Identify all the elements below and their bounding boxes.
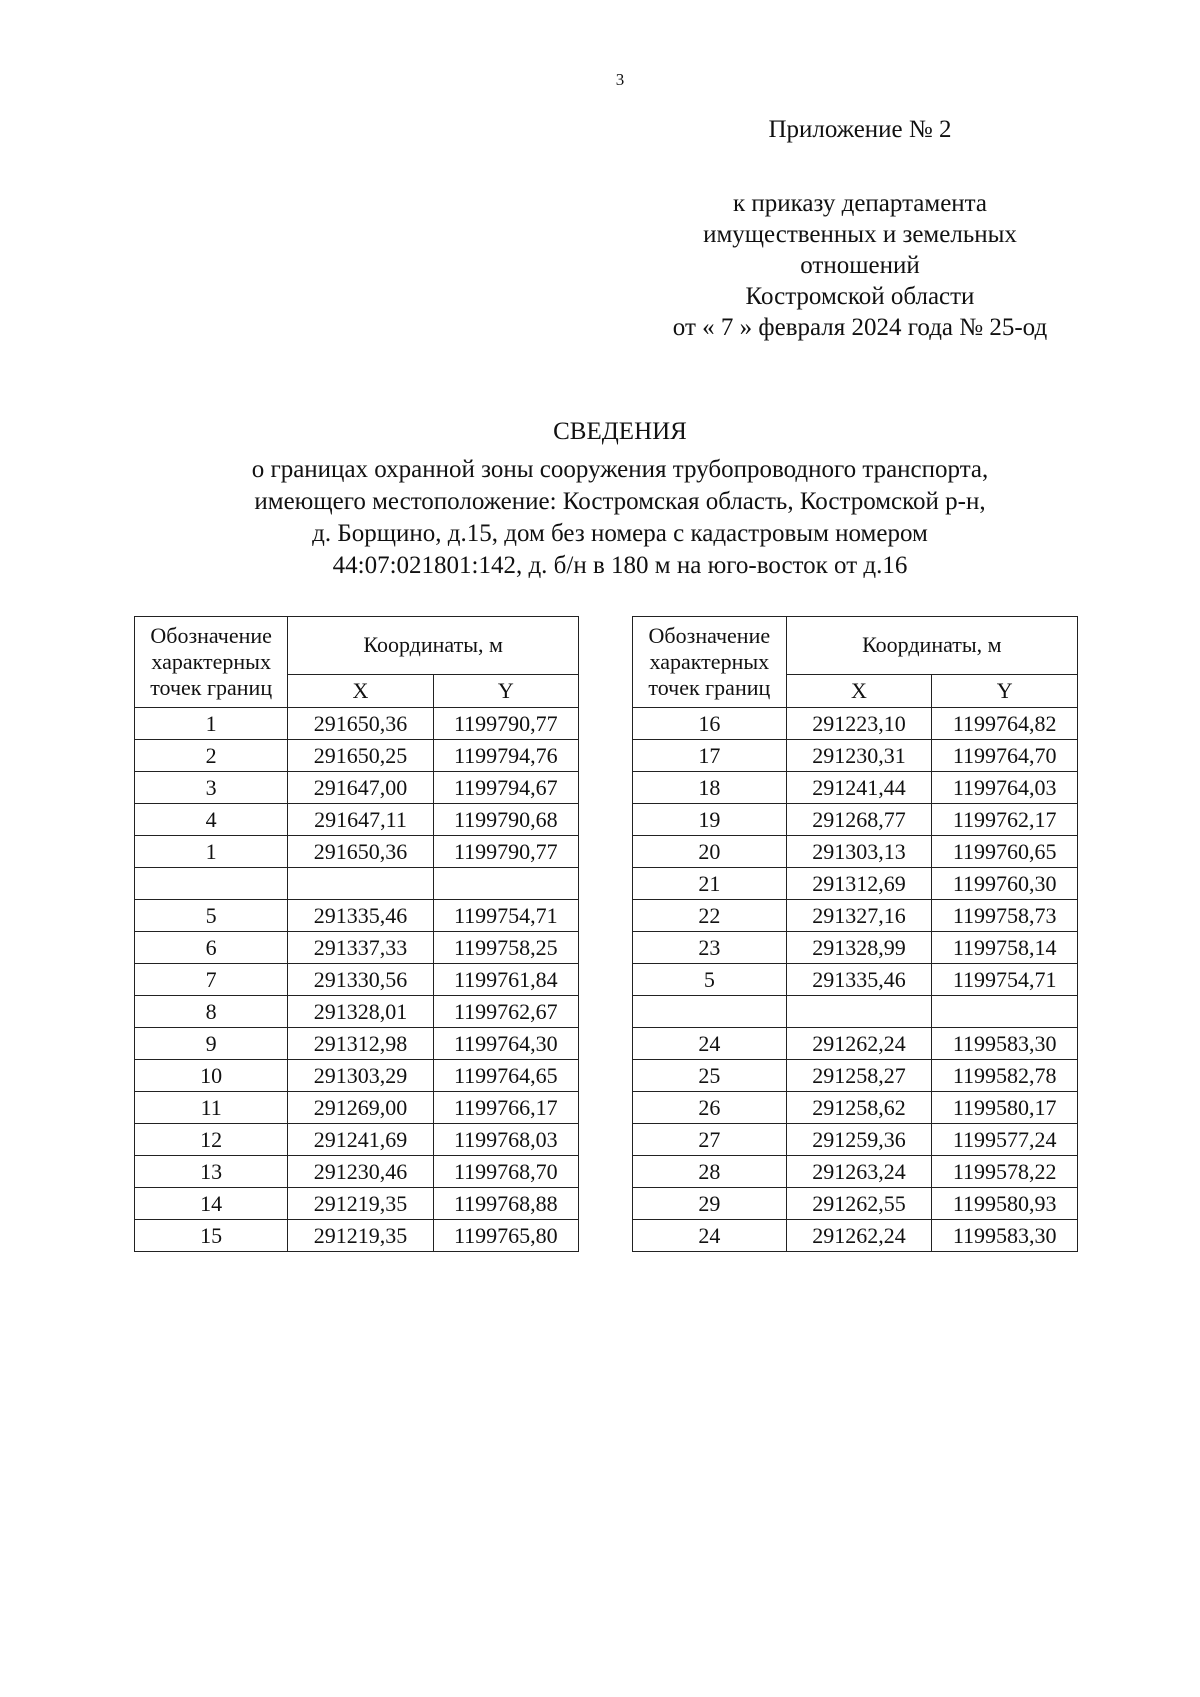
point-number-cell: 4 [135, 804, 288, 836]
appendix-reference [620, 188, 1100, 343]
header-coordinates: Координаты, м [288, 617, 579, 675]
table-row [135, 836, 579, 868]
appendix-line: имущественных и земельных [703, 221, 1017, 248]
coordinate-y-cell: 1199790,68 [433, 804, 578, 836]
point-number-cell: 29 [633, 1188, 787, 1220]
coordinate-y-cell: 1199580,93 [932, 1188, 1078, 1220]
point-number-cell: 25 [633, 1060, 787, 1092]
table-row [633, 1092, 1078, 1124]
coordinate-x-cell: 291335,46 [288, 900, 433, 932]
coordinate-y-cell: 1199794,76 [433, 740, 578, 772]
coordinate-x-cell: 291328,01 [288, 996, 433, 1028]
coordinate-y-cell: 1199578,22 [932, 1156, 1078, 1188]
header-points-line: точек границ [150, 675, 273, 700]
table-row [633, 1220, 1078, 1252]
point-number-cell: 8 [135, 996, 288, 1028]
coordinate-y-cell: 1199758,73 [932, 900, 1078, 932]
table-row [135, 804, 579, 836]
table-row [135, 1156, 579, 1188]
table-row [135, 708, 579, 740]
coordinate-x-cell: 291335,46 [786, 964, 932, 996]
coordinate-x-cell: 291258,62 [786, 1092, 932, 1124]
point-number-cell: 15 [135, 1220, 288, 1252]
coordinate-y-cell: 1199582,78 [932, 1060, 1078, 1092]
subtitle-line: 44:07:021801:142, д. б/н в 180 м на юго-восток от д.16 [332, 552, 908, 579]
coordinate-x-cell: 291223,10 [786, 708, 932, 740]
coordinate-y-cell: 1199760,65 [932, 836, 1078, 868]
coordinate-y-cell: 1199764,70 [932, 740, 1078, 772]
table-row [633, 900, 1078, 932]
coordinate-y-cell: 1199754,71 [932, 964, 1078, 996]
table-row [633, 1060, 1078, 1092]
coordinate-x-cell: 291241,69 [288, 1124, 433, 1156]
point-number-cell [135, 868, 288, 900]
table-row [135, 772, 579, 804]
coordinate-y-cell: 1199577,24 [932, 1124, 1078, 1156]
point-number-cell: 6 [135, 932, 288, 964]
header-points-line: характерных [649, 649, 770, 674]
document-title: СВЕДЕНИЯ [553, 418, 687, 445]
table-body-right [633, 708, 1078, 1252]
coordinate-y-cell: 1199758,14 [932, 932, 1078, 964]
coordinate-y-cell: 1199765,80 [433, 1220, 578, 1252]
table-row [135, 932, 579, 964]
table-row [135, 868, 579, 900]
coordinate-x-cell: 291303,29 [288, 1060, 433, 1092]
point-number-cell: 27 [633, 1124, 787, 1156]
coordinate-y-cell: 1199758,25 [433, 932, 578, 964]
coordinate-y-cell: 1199583,30 [932, 1028, 1078, 1060]
header-points-line: характерных [151, 649, 271, 674]
coordinate-y-cell: 1199768,03 [433, 1124, 578, 1156]
table-row [135, 1188, 579, 1220]
appendix-line: отношений [800, 252, 920, 279]
coordinate-x-cell: 291262,24 [786, 1028, 932, 1060]
appendix-title: Приложение № 2 [768, 116, 952, 143]
coordinate-y-cell: 1199768,88 [433, 1188, 578, 1220]
coordinate-y-cell: 1199790,77 [433, 836, 578, 868]
coordinate-x-cell: 291262,55 [786, 1188, 932, 1220]
coordinate-y-cell: 1199760,30 [932, 868, 1078, 900]
coordinate-x-cell: 291230,31 [786, 740, 932, 772]
coordinate-y-cell: 1199761,84 [433, 964, 578, 996]
coordinate-y-cell: 1199764,03 [932, 772, 1078, 804]
coordinate-y-cell: 1199794,67 [433, 772, 578, 804]
page-number: 3 [615, 70, 625, 89]
point-number-cell: 1 [135, 708, 288, 740]
subtitle-line: имеющего местоположение: Костромская область, Костромской р-н, [254, 488, 986, 515]
coordinate-x-cell: 291269,00 [288, 1092, 433, 1124]
coordinate-x-cell: 291327,16 [786, 900, 932, 932]
point-number-cell: 21 [633, 868, 787, 900]
coordinate-y-cell [932, 996, 1078, 1028]
coordinate-x-cell: 291241,44 [786, 772, 932, 804]
coordinate-x-cell: 291219,35 [288, 1188, 433, 1220]
table-row [135, 740, 579, 772]
coordinates-table-right [632, 616, 1078, 1252]
coordinate-x-cell [786, 996, 932, 1028]
coordinate-y-cell: 1199580,17 [932, 1092, 1078, 1124]
coordinate-x-cell: 291330,56 [288, 964, 433, 996]
table-row [135, 900, 579, 932]
point-number-cell: 3 [135, 772, 288, 804]
appendix-line: Костромской области [745, 283, 975, 310]
point-number-cell: 26 [633, 1092, 787, 1124]
header-x: X [288, 674, 433, 707]
table-row [633, 932, 1078, 964]
coordinate-y-cell [433, 868, 578, 900]
coordinate-y-cell: 1199762,17 [932, 804, 1078, 836]
table-row [633, 1156, 1078, 1188]
header-points-line: точек границ [648, 675, 771, 700]
subtitle-line: д. Борщино, д.15, дом без номера с кадастровым номером [312, 520, 928, 547]
point-number-cell: 17 [633, 740, 787, 772]
table-row [633, 1124, 1078, 1156]
coordinate-x-cell: 291650,36 [288, 708, 433, 740]
coordinate-y-cell: 1199762,67 [433, 996, 578, 1028]
point-number-cell: 18 [633, 772, 787, 804]
coordinate-x-cell: 291647,00 [288, 772, 433, 804]
table-row [135, 964, 579, 996]
table-row [633, 1028, 1078, 1060]
table-body-left [135, 708, 579, 1252]
table-row [633, 836, 1078, 868]
header-y: Y [932, 674, 1078, 707]
table-row [633, 1188, 1078, 1220]
header-points [633, 617, 787, 708]
table-row [135, 1028, 579, 1060]
coordinate-y-cell: 1199764,82 [932, 708, 1078, 740]
table-row [633, 708, 1078, 740]
point-number-cell: 24 [633, 1220, 787, 1252]
coordinate-x-cell: 291312,98 [288, 1028, 433, 1060]
table-row [633, 964, 1078, 996]
point-number-cell: 22 [633, 900, 787, 932]
header-coordinates: Координаты, м [786, 617, 1077, 675]
coordinate-x-cell: 291328,99 [786, 932, 932, 964]
point-number-cell: 9 [135, 1028, 288, 1060]
point-number-cell [633, 996, 787, 1028]
coordinate-y-cell: 1199790,77 [433, 708, 578, 740]
coordinates-table-left [134, 616, 579, 1252]
coordinate-y-cell: 1199754,71 [433, 900, 578, 932]
point-number-cell: 28 [633, 1156, 787, 1188]
point-number-cell: 11 [135, 1092, 288, 1124]
coordinate-y-cell: 1199764,30 [433, 1028, 578, 1060]
point-number-cell: 1 [135, 836, 288, 868]
table-row [135, 1092, 579, 1124]
coordinate-x-cell: 291312,69 [786, 868, 932, 900]
coordinate-x-cell: 291650,25 [288, 740, 433, 772]
coordinate-x-cell: 291647,11 [288, 804, 433, 836]
point-number-cell: 20 [633, 836, 787, 868]
coordinate-y-cell: 1199764,65 [433, 1060, 578, 1092]
table-row [633, 868, 1078, 900]
header-points [135, 617, 288, 708]
coordinate-x-cell: 291258,27 [786, 1060, 932, 1092]
point-number-cell: 13 [135, 1156, 288, 1188]
coordinate-y-cell: 1199768,70 [433, 1156, 578, 1188]
table-row [633, 740, 1078, 772]
point-number-cell: 2 [135, 740, 288, 772]
table-row [135, 1060, 579, 1092]
appendix-line: к приказу департамента [732, 190, 988, 217]
coordinate-x-cell: 291259,36 [786, 1124, 932, 1156]
point-number-cell: 14 [135, 1188, 288, 1220]
coordinate-x-cell: 291303,13 [786, 836, 932, 868]
table-row [135, 1220, 579, 1252]
coordinate-x-cell: 291219,35 [288, 1220, 433, 1252]
header-x: X [786, 674, 932, 707]
point-number-cell: 19 [633, 804, 787, 836]
coordinate-y-cell: 1199766,17 [433, 1092, 578, 1124]
point-number-cell: 7 [135, 964, 288, 996]
header-y: Y [433, 674, 578, 707]
table-row [135, 996, 579, 1028]
table-row [633, 804, 1078, 836]
table-row [135, 1124, 579, 1156]
point-number-cell: 23 [633, 932, 787, 964]
point-number-cell: 5 [135, 900, 288, 932]
point-number-cell: 10 [135, 1060, 288, 1092]
coordinate-x-cell: 291268,77 [786, 804, 932, 836]
coordinate-x-cell: 291262,24 [786, 1220, 932, 1252]
point-number-cell: 5 [633, 964, 787, 996]
coordinate-x-cell [288, 868, 433, 900]
point-number-cell: 12 [135, 1124, 288, 1156]
header-points-line: Обозначение [150, 623, 272, 648]
document-subtitle [0, 454, 1200, 582]
subtitle-line: о границах охранной зоны сооружения трубопроводного транспорта, [251, 456, 989, 483]
table-row [633, 772, 1078, 804]
coordinate-x-cell: 291337,33 [288, 932, 433, 964]
point-number-cell: 16 [633, 708, 787, 740]
appendix-line: от « 7 » февраля 2024 года № 25-од [672, 314, 1048, 341]
coordinate-x-cell: 291230,46 [288, 1156, 433, 1188]
point-number-cell: 24 [633, 1028, 787, 1060]
coordinate-y-cell: 1199583,30 [932, 1220, 1078, 1252]
header-points-line: Обозначение [648, 623, 771, 648]
table-row [633, 996, 1078, 1028]
coordinate-x-cell: 291650,36 [288, 836, 433, 868]
coordinate-x-cell: 291263,24 [786, 1156, 932, 1188]
